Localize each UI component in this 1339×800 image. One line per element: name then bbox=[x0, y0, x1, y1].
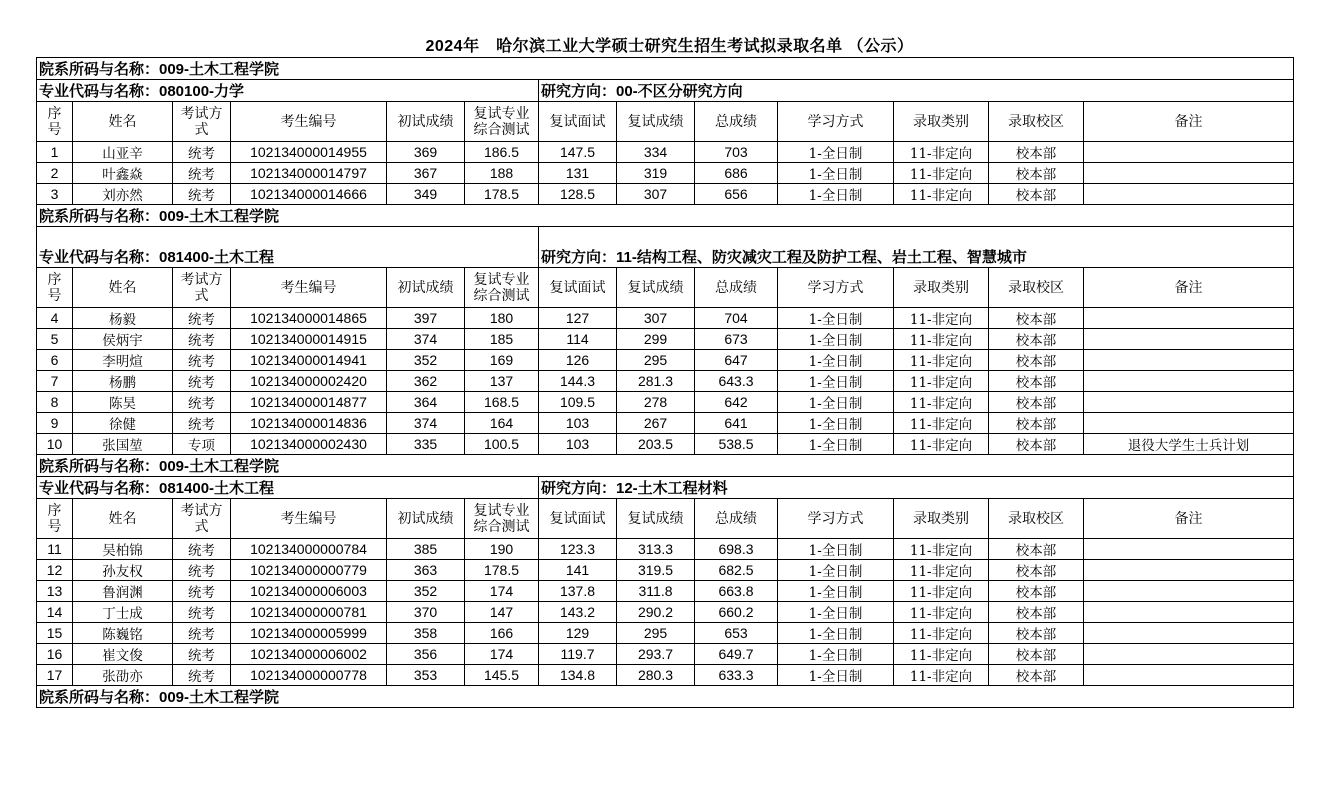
table-cell: 102134000002430 bbox=[231, 434, 387, 455]
page-title: 2024年 哈尔滨工业大学硕士研究生招生考试拟录取名单 （公示） bbox=[425, 38, 914, 55]
table-cell: 1-全日制 bbox=[778, 581, 894, 602]
table-row bbox=[37, 644, 1294, 665]
table-cell: 698.3 bbox=[695, 539, 778, 560]
table-cell: 295 bbox=[617, 350, 695, 371]
column-header: 复试专业 综合测试 bbox=[465, 268, 539, 308]
table-cell bbox=[1084, 329, 1294, 350]
table-cell: 11-非定向 bbox=[894, 602, 989, 623]
table-cell: 1-全日制 bbox=[778, 329, 894, 350]
table-cell: 102134000002420 bbox=[231, 371, 387, 392]
table-cell: 11-非定向 bbox=[894, 329, 989, 350]
table-cell: 137 bbox=[465, 371, 539, 392]
column-header: 学习方式 bbox=[778, 102, 894, 142]
table-cell: 2 bbox=[37, 163, 73, 184]
table-cell: 5 bbox=[37, 329, 73, 350]
table-cell bbox=[1084, 392, 1294, 413]
table-cell: 364 bbox=[387, 392, 465, 413]
table-cell: 102134000014955 bbox=[231, 142, 387, 163]
column-header: 复试成绩 bbox=[617, 102, 695, 142]
table-cell: 147.5 bbox=[539, 142, 617, 163]
table-cell: 311.8 bbox=[617, 581, 695, 602]
table-cell: 102134000000784 bbox=[231, 539, 387, 560]
table-cell: 353 bbox=[387, 665, 465, 686]
column-header: 录取类别 bbox=[894, 102, 989, 142]
header-row bbox=[37, 499, 1294, 539]
table-cell: 丁士成 bbox=[73, 602, 173, 623]
table-cell: 11-非定向 bbox=[894, 350, 989, 371]
table-cell: 102134000006003 bbox=[231, 581, 387, 602]
table-cell: 校本部 bbox=[989, 434, 1084, 455]
table-cell bbox=[1084, 184, 1294, 205]
table-cell bbox=[1084, 371, 1294, 392]
column-header: 初试成绩 bbox=[387, 268, 465, 308]
table-cell: 123.3 bbox=[539, 539, 617, 560]
table-cell: 1-全日制 bbox=[778, 308, 894, 329]
column-header: 复试面试 bbox=[539, 499, 617, 539]
header-row bbox=[37, 268, 1294, 308]
table-cell: 147 bbox=[465, 602, 539, 623]
column-header: 录取校区 bbox=[989, 102, 1084, 142]
table-cell: 校本部 bbox=[989, 329, 1084, 350]
table-cell: 校本部 bbox=[989, 350, 1084, 371]
table-cell: 9 bbox=[37, 413, 73, 434]
table-row bbox=[37, 163, 1294, 184]
table-cell: 367 bbox=[387, 163, 465, 184]
table-cell: 643.3 bbox=[695, 371, 778, 392]
major-row bbox=[37, 477, 1294, 499]
table-cell: 102134000000779 bbox=[231, 560, 387, 581]
table-cell: 134.8 bbox=[539, 665, 617, 686]
table-cell: 11-非定向 bbox=[894, 184, 989, 205]
table-cell: 363 bbox=[387, 560, 465, 581]
table-cell: 校本部 bbox=[989, 142, 1084, 163]
table-cell: 统考 bbox=[173, 560, 231, 581]
table-cell: 178.5 bbox=[465, 184, 539, 205]
direction-label: 研究方向：11-结构工程、防灾减灾工程及防护工程、岩土工程、智慧城市 bbox=[539, 227, 1294, 268]
table-cell: 张国堃 bbox=[73, 434, 173, 455]
table-cell: 校本部 bbox=[989, 308, 1084, 329]
column-header: 录取校区 bbox=[989, 499, 1084, 539]
table-cell: 1-全日制 bbox=[778, 163, 894, 184]
table-cell: 杨鹏 bbox=[73, 371, 173, 392]
table-cell: 1-全日制 bbox=[778, 434, 894, 455]
table-cell bbox=[1084, 163, 1294, 184]
table-cell: 12 bbox=[37, 560, 73, 581]
table-row bbox=[37, 413, 1294, 434]
table-cell: 校本部 bbox=[989, 539, 1084, 560]
table-cell: 663.8 bbox=[695, 581, 778, 602]
table-cell: 126 bbox=[539, 350, 617, 371]
column-header: 复试专业 综合测试 bbox=[465, 499, 539, 539]
column-header: 复试成绩 bbox=[617, 499, 695, 539]
table-cell: 统考 bbox=[173, 665, 231, 686]
column-header: 录取校区 bbox=[989, 268, 1084, 308]
table-row bbox=[37, 539, 1294, 560]
admission-table bbox=[36, 57, 1294, 708]
table-cell: 1-全日制 bbox=[778, 142, 894, 163]
table-cell bbox=[1084, 560, 1294, 581]
table-cell: 16 bbox=[37, 644, 73, 665]
table-cell: 370 bbox=[387, 602, 465, 623]
table-cell: 653 bbox=[695, 623, 778, 644]
table-cell: 102134000014877 bbox=[231, 392, 387, 413]
college-row bbox=[37, 455, 1294, 477]
table-cell: 141 bbox=[539, 560, 617, 581]
college-row bbox=[37, 205, 1294, 227]
table-cell: 山亚辛 bbox=[73, 142, 173, 163]
column-header: 复试面试 bbox=[539, 268, 617, 308]
table-row bbox=[37, 142, 1294, 163]
table-cell: 徐健 bbox=[73, 413, 173, 434]
table-cell: 660.2 bbox=[695, 602, 778, 623]
table-cell: 352 bbox=[387, 350, 465, 371]
column-header: 考生编号 bbox=[231, 499, 387, 539]
table-cell: 352 bbox=[387, 581, 465, 602]
table-cell: 统考 bbox=[173, 623, 231, 644]
table-cell: 1-全日制 bbox=[778, 644, 894, 665]
direction-label: 研究方向：00-不区分研究方向 bbox=[539, 80, 1294, 102]
table-cell: 11-非定向 bbox=[894, 581, 989, 602]
table-cell: 统考 bbox=[173, 184, 231, 205]
table-cell: 374 bbox=[387, 329, 465, 350]
table-cell: 385 bbox=[387, 539, 465, 560]
college-row bbox=[37, 686, 1294, 708]
table-cell: 1-全日制 bbox=[778, 560, 894, 581]
table-cell: 633.3 bbox=[695, 665, 778, 686]
table-cell: 290.2 bbox=[617, 602, 695, 623]
table-cell: 校本部 bbox=[989, 560, 1084, 581]
table-cell: 叶鑫焱 bbox=[73, 163, 173, 184]
table-cell: 杨毅 bbox=[73, 308, 173, 329]
table-cell: 102134000014836 bbox=[231, 413, 387, 434]
table-cell: 校本部 bbox=[989, 623, 1084, 644]
table-cell: 陈昊 bbox=[73, 392, 173, 413]
table-cell bbox=[1084, 581, 1294, 602]
table-cell: 统考 bbox=[173, 539, 231, 560]
column-header: 录取类别 bbox=[894, 499, 989, 539]
table-cell: 127 bbox=[539, 308, 617, 329]
table-cell: 186.5 bbox=[465, 142, 539, 163]
table-cell: 11-非定向 bbox=[894, 539, 989, 560]
table-cell: 299 bbox=[617, 329, 695, 350]
major-row bbox=[37, 227, 1294, 268]
table-cell: 119.7 bbox=[539, 644, 617, 665]
major-label: 专业代码与名称：081400-土木工程 bbox=[37, 477, 539, 499]
table-cell: 109.5 bbox=[539, 392, 617, 413]
table-cell: 102134000014915 bbox=[231, 329, 387, 350]
table-cell: 166 bbox=[465, 623, 539, 644]
major-label: 专业代码与名称：080100-力学 bbox=[37, 80, 539, 102]
table-cell: 11-非定向 bbox=[894, 392, 989, 413]
table-cell: 11-非定向 bbox=[894, 371, 989, 392]
table-cell: 11 bbox=[37, 539, 73, 560]
table-cell: 102134000000778 bbox=[231, 665, 387, 686]
table-cell: 102134000005999 bbox=[231, 623, 387, 644]
table-cell: 11-非定向 bbox=[894, 308, 989, 329]
table-cell: 295 bbox=[617, 623, 695, 644]
table-cell: 656 bbox=[695, 184, 778, 205]
table-cell: 703 bbox=[695, 142, 778, 163]
table-cell: 102134000014666 bbox=[231, 184, 387, 205]
table-cell: 100.5 bbox=[465, 434, 539, 455]
table-cell: 178.5 bbox=[465, 560, 539, 581]
table-cell: 11-非定向 bbox=[894, 434, 989, 455]
table-cell: 1-全日制 bbox=[778, 539, 894, 560]
table-cell: 349 bbox=[387, 184, 465, 205]
table-cell: 169 bbox=[465, 350, 539, 371]
table-cell: 647 bbox=[695, 350, 778, 371]
column-header: 序 号 bbox=[37, 499, 73, 539]
table-cell: 鲁润渊 bbox=[73, 581, 173, 602]
table-cell: 174 bbox=[465, 581, 539, 602]
table-cell: 369 bbox=[387, 142, 465, 163]
table-row bbox=[37, 350, 1294, 371]
major-label: 专业代码与名称：081400-土木工程 bbox=[37, 227, 539, 268]
table-cell: 11-非定向 bbox=[894, 163, 989, 184]
table-row bbox=[37, 184, 1294, 205]
table-cell: 统考 bbox=[173, 163, 231, 184]
table-cell: 267 bbox=[617, 413, 695, 434]
table-row bbox=[37, 434, 1294, 455]
header-row bbox=[37, 102, 1294, 142]
table-cell: 李明煊 bbox=[73, 350, 173, 371]
table-row bbox=[37, 665, 1294, 686]
table-cell: 6 bbox=[37, 350, 73, 371]
column-header: 总成绩 bbox=[695, 499, 778, 539]
table-cell: 14 bbox=[37, 602, 73, 623]
table-cell: 102134000006002 bbox=[231, 644, 387, 665]
table-cell: 180 bbox=[465, 308, 539, 329]
table-cell: 1-全日制 bbox=[778, 371, 894, 392]
table-cell: 131 bbox=[539, 163, 617, 184]
table-cell: 校本部 bbox=[989, 581, 1084, 602]
table-cell: 1 bbox=[37, 142, 73, 163]
column-header: 备注 bbox=[1084, 102, 1294, 142]
table-cell: 11-非定向 bbox=[894, 623, 989, 644]
table-cell: 174 bbox=[465, 644, 539, 665]
table-cell: 退役大学生士兵计划 bbox=[1084, 434, 1294, 455]
table-cell: 1-全日制 bbox=[778, 602, 894, 623]
table-cell: 校本部 bbox=[989, 371, 1084, 392]
table-row bbox=[37, 329, 1294, 350]
table-cell: 313.3 bbox=[617, 539, 695, 560]
table-cell: 114 bbox=[539, 329, 617, 350]
column-header: 备注 bbox=[1084, 499, 1294, 539]
table-cell: 刘亦然 bbox=[73, 184, 173, 205]
table-cell: 334 bbox=[617, 142, 695, 163]
table-cell: 7 bbox=[37, 371, 73, 392]
table-cell: 校本部 bbox=[989, 184, 1084, 205]
table-cell: 10 bbox=[37, 434, 73, 455]
table-row bbox=[37, 560, 1294, 581]
table-cell: 145.5 bbox=[465, 665, 539, 686]
table-cell: 642 bbox=[695, 392, 778, 413]
table-cell: 307 bbox=[617, 184, 695, 205]
column-header: 序 号 bbox=[37, 102, 73, 142]
column-header: 初试成绩 bbox=[387, 102, 465, 142]
table-cell bbox=[1084, 665, 1294, 686]
table-cell: 统考 bbox=[173, 392, 231, 413]
table-cell: 11-非定向 bbox=[894, 142, 989, 163]
table-cell: 8 bbox=[37, 392, 73, 413]
column-header: 学习方式 bbox=[778, 499, 894, 539]
column-header: 复试面试 bbox=[539, 102, 617, 142]
table-cell: 128.5 bbox=[539, 184, 617, 205]
column-header: 复试专业 综合测试 bbox=[465, 102, 539, 142]
table-cell: 103 bbox=[539, 413, 617, 434]
college-row bbox=[37, 58, 1294, 80]
column-header: 考生编号 bbox=[231, 102, 387, 142]
table-cell: 统考 bbox=[173, 581, 231, 602]
table-cell: 统考 bbox=[173, 350, 231, 371]
table-cell: 校本部 bbox=[989, 644, 1084, 665]
table-cell: 185 bbox=[465, 329, 539, 350]
table-cell: 280.3 bbox=[617, 665, 695, 686]
table-cell bbox=[1084, 602, 1294, 623]
table-cell: 校本部 bbox=[989, 392, 1084, 413]
column-header: 序 号 bbox=[37, 268, 73, 308]
table-cell bbox=[1084, 623, 1294, 644]
table-cell: 358 bbox=[387, 623, 465, 644]
table-row bbox=[37, 308, 1294, 329]
table-cell: 686 bbox=[695, 163, 778, 184]
table-cell: 11-非定向 bbox=[894, 560, 989, 581]
column-header: 考生编号 bbox=[231, 268, 387, 308]
table-cell: 203.5 bbox=[617, 434, 695, 455]
college-label: 院系所码与名称：009-土木工程学院 bbox=[37, 58, 1294, 80]
table-cell: 319 bbox=[617, 163, 695, 184]
table-cell bbox=[1084, 539, 1294, 560]
table-cell: 649.7 bbox=[695, 644, 778, 665]
table-cell: 102134000014865 bbox=[231, 308, 387, 329]
table-cell: 102134000014797 bbox=[231, 163, 387, 184]
column-header: 考试方 式 bbox=[173, 268, 231, 308]
table-cell: 11-非定向 bbox=[894, 644, 989, 665]
table-cell: 362 bbox=[387, 371, 465, 392]
table-cell: 陈巍铭 bbox=[73, 623, 173, 644]
table-cell: 3 bbox=[37, 184, 73, 205]
table-cell: 103 bbox=[539, 434, 617, 455]
direction-label: 研究方向：12-土木工程材料 bbox=[539, 477, 1294, 499]
table-cell: 1-全日制 bbox=[778, 413, 894, 434]
table-cell: 统考 bbox=[173, 371, 231, 392]
column-header: 姓名 bbox=[73, 268, 173, 308]
table-cell: 统考 bbox=[173, 329, 231, 350]
table-cell: 102134000000781 bbox=[231, 602, 387, 623]
table-cell: 188 bbox=[465, 163, 539, 184]
table-cell: 统考 bbox=[173, 413, 231, 434]
table-cell bbox=[1084, 413, 1294, 434]
table-cell: 673 bbox=[695, 329, 778, 350]
table-cell: 538.5 bbox=[695, 434, 778, 455]
college-label: 院系所码与名称：009-土木工程学院 bbox=[37, 455, 1294, 477]
table-cell: 13 bbox=[37, 581, 73, 602]
table-cell: 统考 bbox=[173, 142, 231, 163]
column-header: 姓名 bbox=[73, 102, 173, 142]
table-cell: 397 bbox=[387, 308, 465, 329]
column-header: 备注 bbox=[1084, 268, 1294, 308]
table-cell: 11-非定向 bbox=[894, 413, 989, 434]
table-cell: 307 bbox=[617, 308, 695, 329]
table-cell: 374 bbox=[387, 413, 465, 434]
table-row bbox=[37, 623, 1294, 644]
table-cell: 319.5 bbox=[617, 560, 695, 581]
table-row bbox=[37, 581, 1294, 602]
table-cell: 168.5 bbox=[465, 392, 539, 413]
table-cell: 281.3 bbox=[617, 371, 695, 392]
table-cell: 17 bbox=[37, 665, 73, 686]
table-cell bbox=[1084, 350, 1294, 371]
table-cell: 1-全日制 bbox=[778, 392, 894, 413]
table-cell bbox=[1084, 142, 1294, 163]
table-cell bbox=[1084, 308, 1294, 329]
column-header: 总成绩 bbox=[695, 102, 778, 142]
table-cell: 144.3 bbox=[539, 371, 617, 392]
table-cell: 682.5 bbox=[695, 560, 778, 581]
column-header: 初试成绩 bbox=[387, 499, 465, 539]
table-cell bbox=[1084, 644, 1294, 665]
college-label: 院系所码与名称：009-土木工程学院 bbox=[37, 205, 1294, 227]
column-header: 姓名 bbox=[73, 499, 173, 539]
table-cell: 1-全日制 bbox=[778, 184, 894, 205]
table-cell: 统考 bbox=[173, 602, 231, 623]
column-header: 总成绩 bbox=[695, 268, 778, 308]
table-cell: 641 bbox=[695, 413, 778, 434]
table-cell: 704 bbox=[695, 308, 778, 329]
major-row bbox=[37, 80, 1294, 102]
table-cell: 专项 bbox=[173, 434, 231, 455]
table-cell: 15 bbox=[37, 623, 73, 644]
table-cell: 278 bbox=[617, 392, 695, 413]
table-cell: 校本部 bbox=[989, 163, 1084, 184]
table-cell: 164 bbox=[465, 413, 539, 434]
table-cell: 统考 bbox=[173, 308, 231, 329]
table-cell: 190 bbox=[465, 539, 539, 560]
column-header: 复试成绩 bbox=[617, 268, 695, 308]
table-cell: 统考 bbox=[173, 644, 231, 665]
table-row bbox=[37, 602, 1294, 623]
table-cell: 侯炳宇 bbox=[73, 329, 173, 350]
column-header: 考试方 式 bbox=[173, 499, 231, 539]
table-cell: 吴柏锦 bbox=[73, 539, 173, 560]
column-header: 考试方 式 bbox=[173, 102, 231, 142]
college-label: 院系所码与名称：009-土木工程学院 bbox=[37, 686, 1294, 708]
table-row bbox=[37, 392, 1294, 413]
table-cell: 137.8 bbox=[539, 581, 617, 602]
table-cell: 129 bbox=[539, 623, 617, 644]
table-cell: 1-全日制 bbox=[778, 350, 894, 371]
table-cell: 11-非定向 bbox=[894, 665, 989, 686]
table-row bbox=[37, 371, 1294, 392]
table-cell: 293.7 bbox=[617, 644, 695, 665]
table-cell: 356 bbox=[387, 644, 465, 665]
table-cell: 张劭亦 bbox=[73, 665, 173, 686]
table-cell: 102134000014941 bbox=[231, 350, 387, 371]
table-cell: 崔文俊 bbox=[73, 644, 173, 665]
table-cell: 校本部 bbox=[989, 602, 1084, 623]
table-cell: 校本部 bbox=[989, 665, 1084, 686]
table-cell: 143.2 bbox=[539, 602, 617, 623]
table-cell: 4 bbox=[37, 308, 73, 329]
table-cell: 1-全日制 bbox=[778, 665, 894, 686]
table-cell: 1-全日制 bbox=[778, 623, 894, 644]
column-header: 学习方式 bbox=[778, 268, 894, 308]
table-cell: 校本部 bbox=[989, 413, 1084, 434]
table-cell: 孙友权 bbox=[73, 560, 173, 581]
table-cell: 335 bbox=[387, 434, 465, 455]
column-header: 录取类别 bbox=[894, 268, 989, 308]
